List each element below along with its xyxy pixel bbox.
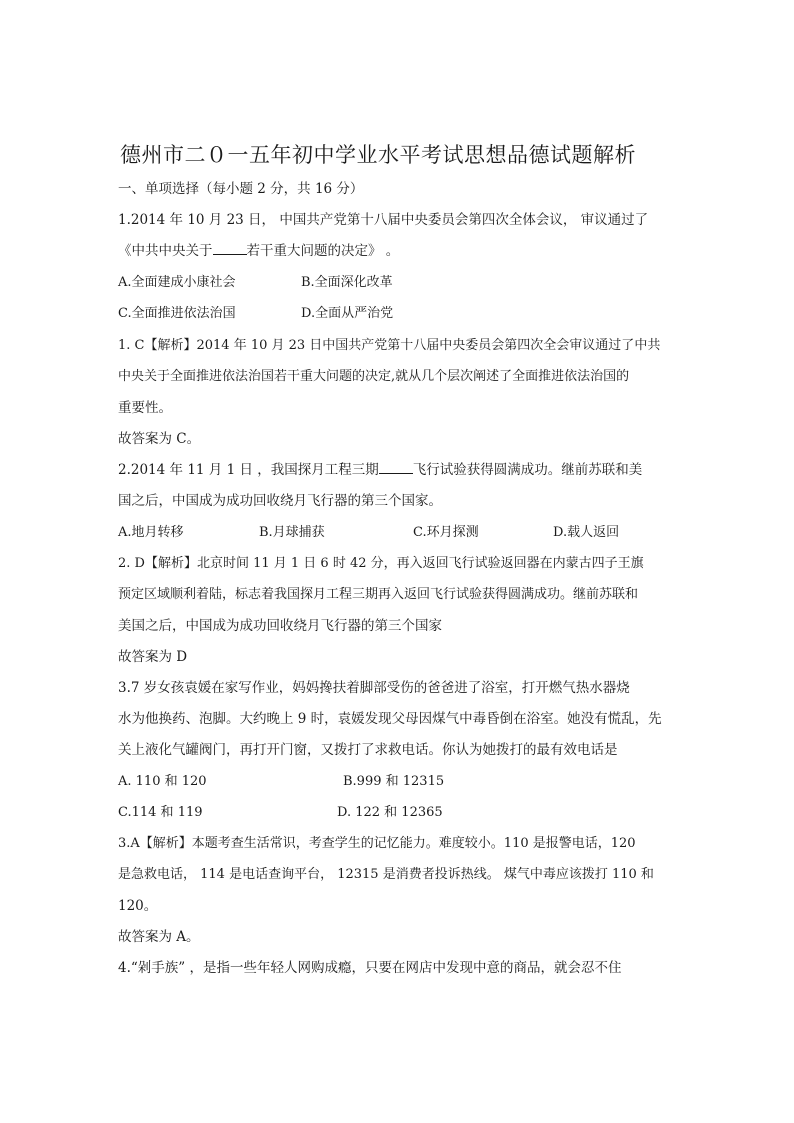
question-1-option-d: D.全面从严治党 (301, 306, 394, 321)
question-1-option-b: B.全面深化改革 (301, 275, 393, 290)
section-heading: 一、单项选择（每小题 2 分，共 16 分） (118, 181, 364, 197)
question-2-analysis-line-3: 美国之后，中国成为成功回收绕月飞行器的第三个国家 (118, 618, 442, 634)
question-3-option-c: C.114 和 119 (118, 805, 203, 820)
question-2-answer: 故答案为 D (118, 649, 188, 665)
question-2-option-c: C.环月探测 (413, 525, 479, 540)
question-2-analysis-line-1: 2. D【解析】北京时间 11 月 1 日 6 时 42 分，再入返回飞行试验返回器在内蒙古四子王旗 (118, 556, 644, 571)
answer-blank (379, 461, 413, 474)
question-3-analysis-line-3: 120。 (118, 898, 158, 914)
question-1-option-a: A.全面建成小康社会 (118, 275, 236, 290)
question-2-analysis-line-2: 预定区域顺利着陆，标志着我国探月工程三期再入返回飞行试验获得圆满成功。继前苏联和 (118, 587, 639, 602)
question-1-answer: 故答案为 C。 (118, 431, 201, 447)
question-3-analysis-line-1: 3.A【解析】本题考查生活常识，考查学生的记忆能力。难度较小。110 是报警电话，120 (118, 836, 636, 851)
question-3-analysis-line-2: 是急救电话， 114 是电话查询平台， 12315 是消费者投诉热线。 煤气中毒应该拨打 110 和 (118, 867, 654, 882)
question-3-answer: 故答案为 A。 (118, 929, 200, 945)
question-1-analysis-line-1: 1. C【解析】2014 年 10 月 23 日中国共产党第十八届中央委员会第四次全会审议通过了中共 (118, 338, 661, 353)
question-3-option-d: D. 122 和 12365 (337, 805, 443, 820)
question-1-analysis-line-2: 中央关于全面推进依法治国若干重大问题的决定,就从几个层次阐述了全面推进依法治国的 (118, 369, 630, 384)
answer-blank (213, 242, 247, 255)
page-title: 德州市二０一五年初中学业水平考试思想品德试题解析 (120, 143, 636, 167)
question-1-option-c: C.全面推进依法治国 (118, 306, 236, 321)
question-2-option-a: A.地月转移 (118, 525, 184, 540)
question-2-option-b: B.月球捕获 (259, 525, 325, 540)
question-3-line-2: 水为他换药、泡脚。大约晚上 9 时，袁媛发现父母因煤气中毒昏倒在浴室。她没有慌乱，先 (118, 711, 662, 727)
question-2-option-d: D.载人返回 (553, 525, 620, 540)
question-3-option-a: A. 110 和 120 (118, 774, 207, 789)
question-3-line-3: 关上液化气罐阀门，再打开门窗，又拨打了求救电话。你认为她拨打的最有效电话是 (118, 742, 618, 758)
question-1-analysis-line-3: 重要性。 (118, 400, 172, 416)
question-4-line-1: 4.“剁手族” ，是指一些年轻人网购成瘾，只要在网店中发现中意的商品，就会忍不住 (118, 960, 622, 976)
question-3-line-1: 3.7 岁女孩袁媛在家写作业，妈妈搀扶着脚部受伤的爸爸进了浴室，打开燃气热水器烧 (118, 680, 630, 696)
question-1-line-2: 《中共中央关于 若干重大问题的决定》 。 (118, 243, 400, 259)
question-2-line-1: 2.2014 年 11 月 1 日 ，我国探月工程三期 飞行试验获得圆满成功。继前苏联和美 (118, 462, 643, 478)
question-3-option-b: B.999 和 12315 (343, 774, 445, 789)
question-2-line-2: 国之后，中国成为成功回收绕月飞行器的第三个国家。 (118, 493, 442, 509)
question-1-line-1: 1.2014 年 10 月 23 日， 中国共产党第十八届中央委员会第四次全体会议， 审议通过了 (118, 212, 649, 228)
